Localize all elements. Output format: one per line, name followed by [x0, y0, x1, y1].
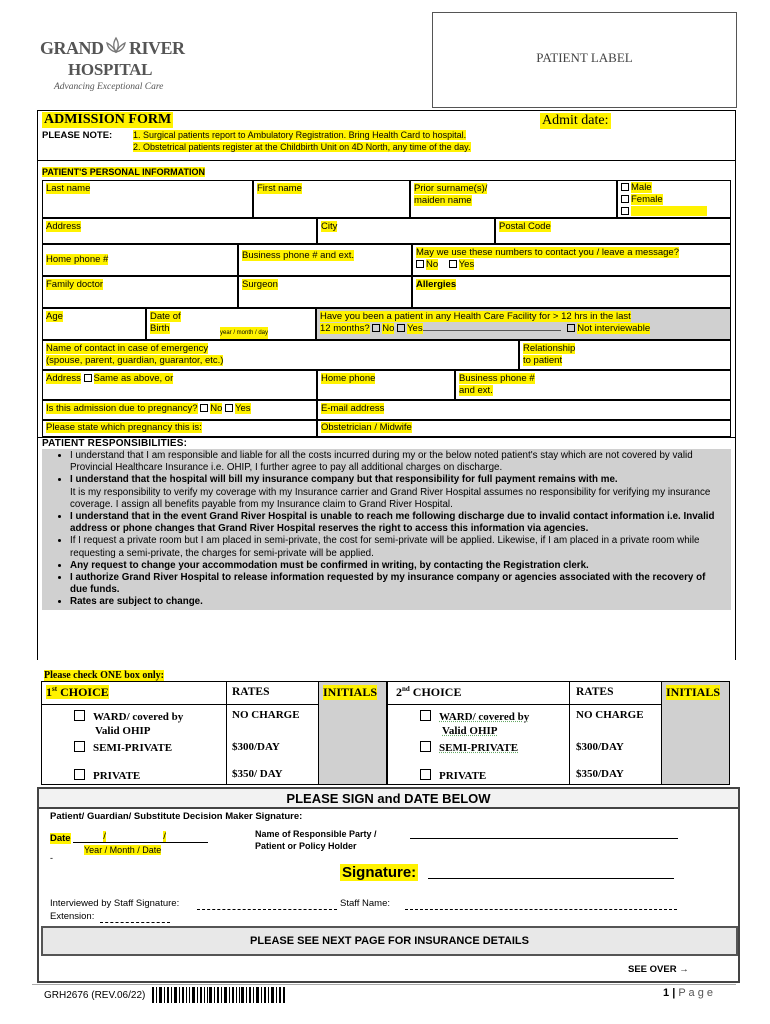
contact-no-checkbox[interactable]	[416, 260, 424, 268]
sign-title-bar: PLEASE SIGN and DATE BELOW	[39, 789, 738, 809]
responsibility-item: • I understand that in the event Grand River Hospital is unable to reach me following discharge due to invalid contact information i.e. Invalid address or phone changes that Grand River Hospital reserves the right to access this information via agencies.	[70, 511, 723, 535]
contact-yes-option[interactable]: Yes	[449, 259, 475, 270]
please-note-label: PLEASE NOTE:	[42, 130, 113, 141]
home-phone-field[interactable]: Home phone #	[42, 244, 238, 276]
gender-field	[617, 180, 731, 218]
decision-maker-label: Patient/ Guardian/ Substitute Decision Maker Signature:	[50, 811, 303, 822]
contact-address-field[interactable]: Address Same as above, or	[42, 370, 317, 400]
address-field[interactable]: Address	[42, 218, 317, 244]
rate-semi-2: $300/DAY	[576, 741, 624, 753]
second-ward-checkbox[interactable]	[420, 710, 431, 721]
rates-header-2: RATES	[576, 686, 614, 698]
barcode	[152, 987, 285, 1003]
surgeon-field[interactable]: Surgeon	[238, 276, 412, 308]
female-option[interactable]: Female	[621, 194, 727, 206]
signature-label: Signature:	[342, 864, 417, 881]
contact-yes-checkbox[interactable]	[449, 260, 457, 268]
facility-yes-option[interactable]: Yes	[397, 323, 561, 334]
second-choice-header: 2nd CHOICE	[396, 685, 462, 699]
responsibility-item: • I authorize Grand River Hospital to release information requested by my insurance company or agencies associated with the recovery of due funds.	[70, 572, 723, 596]
email-field[interactable]: E-mail address	[317, 400, 731, 420]
logo-tagline: Advancing Exceptional Care	[54, 82, 164, 92]
contact-home-phone-field[interactable]: Home phone	[317, 370, 455, 400]
emergency-contact-field[interactable]: Name of contact in case of emergency (spouse, parent, guardian, guarantor, etc.)	[42, 340, 519, 370]
not-interviewable-option[interactable]: Not interviewable	[567, 323, 650, 334]
first-private-checkbox[interactable]	[74, 769, 85, 780]
pregnancy-number-field[interactable]: Please state which pregnancy this is:	[42, 420, 317, 437]
second-semi-option[interactable]: SEMI-PRIVATE	[420, 741, 518, 754]
same-as-above-option[interactable]: Same as above, or	[84, 373, 174, 384]
dob-hint: year / month / day	[220, 327, 268, 339]
family-doctor-field[interactable]: Family doctor	[42, 276, 238, 308]
obstetrician-field[interactable]: Obstetrician / Midwife	[317, 420, 731, 437]
other-gender-blank[interactable]	[631, 206, 707, 216]
responsibilities-title: PATIENT RESPONSIBILITIES:	[42, 438, 188, 449]
other-gender-checkbox[interactable]	[621, 207, 629, 215]
first-name-field[interactable]: First name	[253, 180, 410, 218]
date-hint: Year / Month / Date	[84, 845, 162, 855]
responsibility-item: • I understand that the hospital will bill my insurance company but that responsibility for full payment remains with me.	[70, 474, 723, 486]
pregnancy-admission-field: Is this admission due to pregnancy? No Yes	[42, 400, 317, 420]
hospital-logo	[40, 38, 200, 98]
other-gender-option[interactable]	[621, 206, 727, 218]
contact-permission-field: May we use these numbers to contact you / leave a message? No Yes	[412, 244, 731, 276]
facility-yes-checkbox[interactable]	[397, 324, 405, 332]
choice-divider	[226, 681, 227, 785]
initials-header-1: INITIALS	[323, 685, 378, 699]
footer-rule	[32, 984, 736, 985]
responsibility-item: • If I request a private room but I am placed in semi-private, the cost for semi-private will be applied. Likewise, if I am placed in a private room while requesting a semi-private, the charges for semi-private will be applied.	[70, 535, 723, 559]
interviewed-by-label: Interviewed by Staff Signature:	[50, 898, 180, 909]
rate-no-charge-1: NO CHARGE	[232, 709, 300, 721]
same-as-above-checkbox[interactable]	[84, 374, 92, 382]
rates-header-1: RATES	[232, 686, 270, 698]
first-ward-option[interactable]: WARD/ covered by Valid OHIP	[74, 710, 183, 738]
first-semi-option[interactable]: SEMI-PRIVATE	[74, 741, 172, 754]
signature-line[interactable]	[428, 878, 674, 879]
rate-private-2: $350/DAY	[576, 768, 624, 780]
female-checkbox[interactable]	[621, 195, 629, 203]
date-of-birth-field[interactable]: Date of Birth year / month / day	[146, 308, 316, 340]
lotus-icon	[104, 36, 128, 56]
responsible-party-line[interactable]	[410, 838, 678, 839]
male-checkbox[interactable]	[621, 183, 629, 191]
logo-hospital: HOSPITAL	[68, 60, 153, 79]
pregnancy-no-option[interactable]: No	[200, 403, 222, 414]
extension-label: Extension:	[50, 911, 95, 922]
patient-label-text: PATIENT LABEL	[536, 50, 633, 65]
pregnancy-yes-option[interactable]: Yes	[225, 403, 251, 414]
first-private-option[interactable]: PRIVATE	[74, 769, 140, 782]
form-code: GRH2676 (REV.06/22)	[44, 990, 146, 1001]
facility-stay-field: Have you been a patient in any Health Care Facility for > 12 hrs in the last 12 months? No Yes Not interviewable	[316, 308, 731, 340]
allergies-field[interactable]: Allergies	[412, 276, 731, 308]
next-page-notice: PLEASE SEE NEXT PAGE FOR INSURANCE DETAILS	[41, 926, 738, 956]
facility-no-checkbox[interactable]	[372, 324, 380, 332]
rate-no-charge-2: NO CHARGE	[576, 709, 644, 721]
see-over-link[interactable]: SEE OVER →	[628, 964, 689, 975]
responsible-party-label: Name of Responsible Party / Patient or Policy Holder	[255, 829, 377, 851]
initials-header-2: INITIALS	[666, 685, 721, 699]
note-1: 1. Surgical patients report to Ambulatory Registration. Bring Health Card to hospital.	[133, 130, 467, 140]
first-ward-checkbox[interactable]	[74, 710, 85, 721]
pregnancy-yes-checkbox[interactable]	[225, 404, 233, 412]
responsibilities-list	[52, 450, 723, 609]
logo-grand: GRAND	[40, 38, 104, 58]
first-choice-header: 1st CHOICE	[46, 685, 109, 699]
second-semi-checkbox[interactable]	[420, 741, 431, 752]
responsibility-item: • Any request to change your accommodation must be confirmed in writing, by contacting the Registration clerk.	[70, 560, 723, 572]
choice-divider	[386, 681, 388, 785]
prior-surname-field[interactable]: Prior surname(s)/ maiden name	[410, 180, 617, 218]
male-option[interactable]: Male	[621, 182, 727, 194]
postal-code-field[interactable]: Postal Code	[495, 218, 731, 244]
city-field[interactable]: City	[317, 218, 495, 244]
second-private-option[interactable]: PRIVATE	[420, 769, 486, 782]
choice-divider	[569, 681, 570, 785]
contact-no-option[interactable]: No	[416, 259, 438, 270]
personal-info-header: PATIENT'S PERSONAL INFORMATION	[42, 167, 205, 177]
second-private-checkbox[interactable]	[420, 769, 431, 780]
staff-name-label: Staff Name:	[340, 898, 390, 909]
staff-signature-line[interactable]	[197, 909, 337, 910]
logo-river: RIVER	[129, 38, 185, 58]
date-field[interactable]: Date / /	[50, 833, 208, 844]
note-2: 2. Obstetrical patients register at the Childbirth Unit on 4D North, any time of the day.	[133, 142, 471, 152]
first-semi-checkbox[interactable]	[74, 741, 85, 752]
facility-yes-blank[interactable]	[423, 330, 561, 331]
rate-private-1: $350/ DAY	[232, 768, 283, 780]
form-title: ADMISSION FORM	[44, 112, 172, 127]
age-field[interactable]: Age	[42, 308, 146, 340]
not-interviewable-checkbox[interactable]	[567, 324, 575, 332]
contact-business-phone-field[interactable]: Business phone # and ext.	[455, 370, 731, 400]
staff-name-line[interactable]	[405, 909, 677, 910]
extension-line[interactable]	[100, 922, 170, 923]
second-ward-option[interactable]: WARD/ covered by Valid OHIP	[420, 710, 529, 738]
business-phone-field[interactable]: Business phone # and ext.	[238, 244, 412, 276]
responsibilities-section	[37, 438, 736, 660]
responsibility-item: • Rates are subject to change.	[70, 596, 723, 608]
rate-semi-1: $300/DAY	[232, 741, 280, 753]
responsibility-item: It is my responsibility to verify my coverage with my Insurance carrier and Grand River Hospital assumes no responsibility for verifying my insurance coverage. I assign all benefits payable from my Insurance claim to Grand River Hospital.	[70, 486, 711, 510]
admit-date-label[interactable]: Admit date:	[542, 113, 609, 128]
check-one-instruction: Please check ONE box only:	[44, 670, 164, 681]
patient-label-box	[432, 12, 737, 108]
page-number: 1 | P a g e	[663, 987, 713, 999]
last-name-field[interactable]: Last name	[42, 180, 253, 218]
facility-no-option[interactable]: No	[372, 323, 394, 334]
responsibility-item: • I understand that I am responsible and liable for all the costs incurred during my or the below noted patient's stay which are not covered by valid Provincial Healthcare Insurance i.e. OHIP, I further agree to pay all additional charges on discharge.	[70, 450, 723, 474]
pregnancy-no-checkbox[interactable]	[200, 404, 208, 412]
relationship-field[interactable]: Relationship to patient	[519, 340, 731, 370]
